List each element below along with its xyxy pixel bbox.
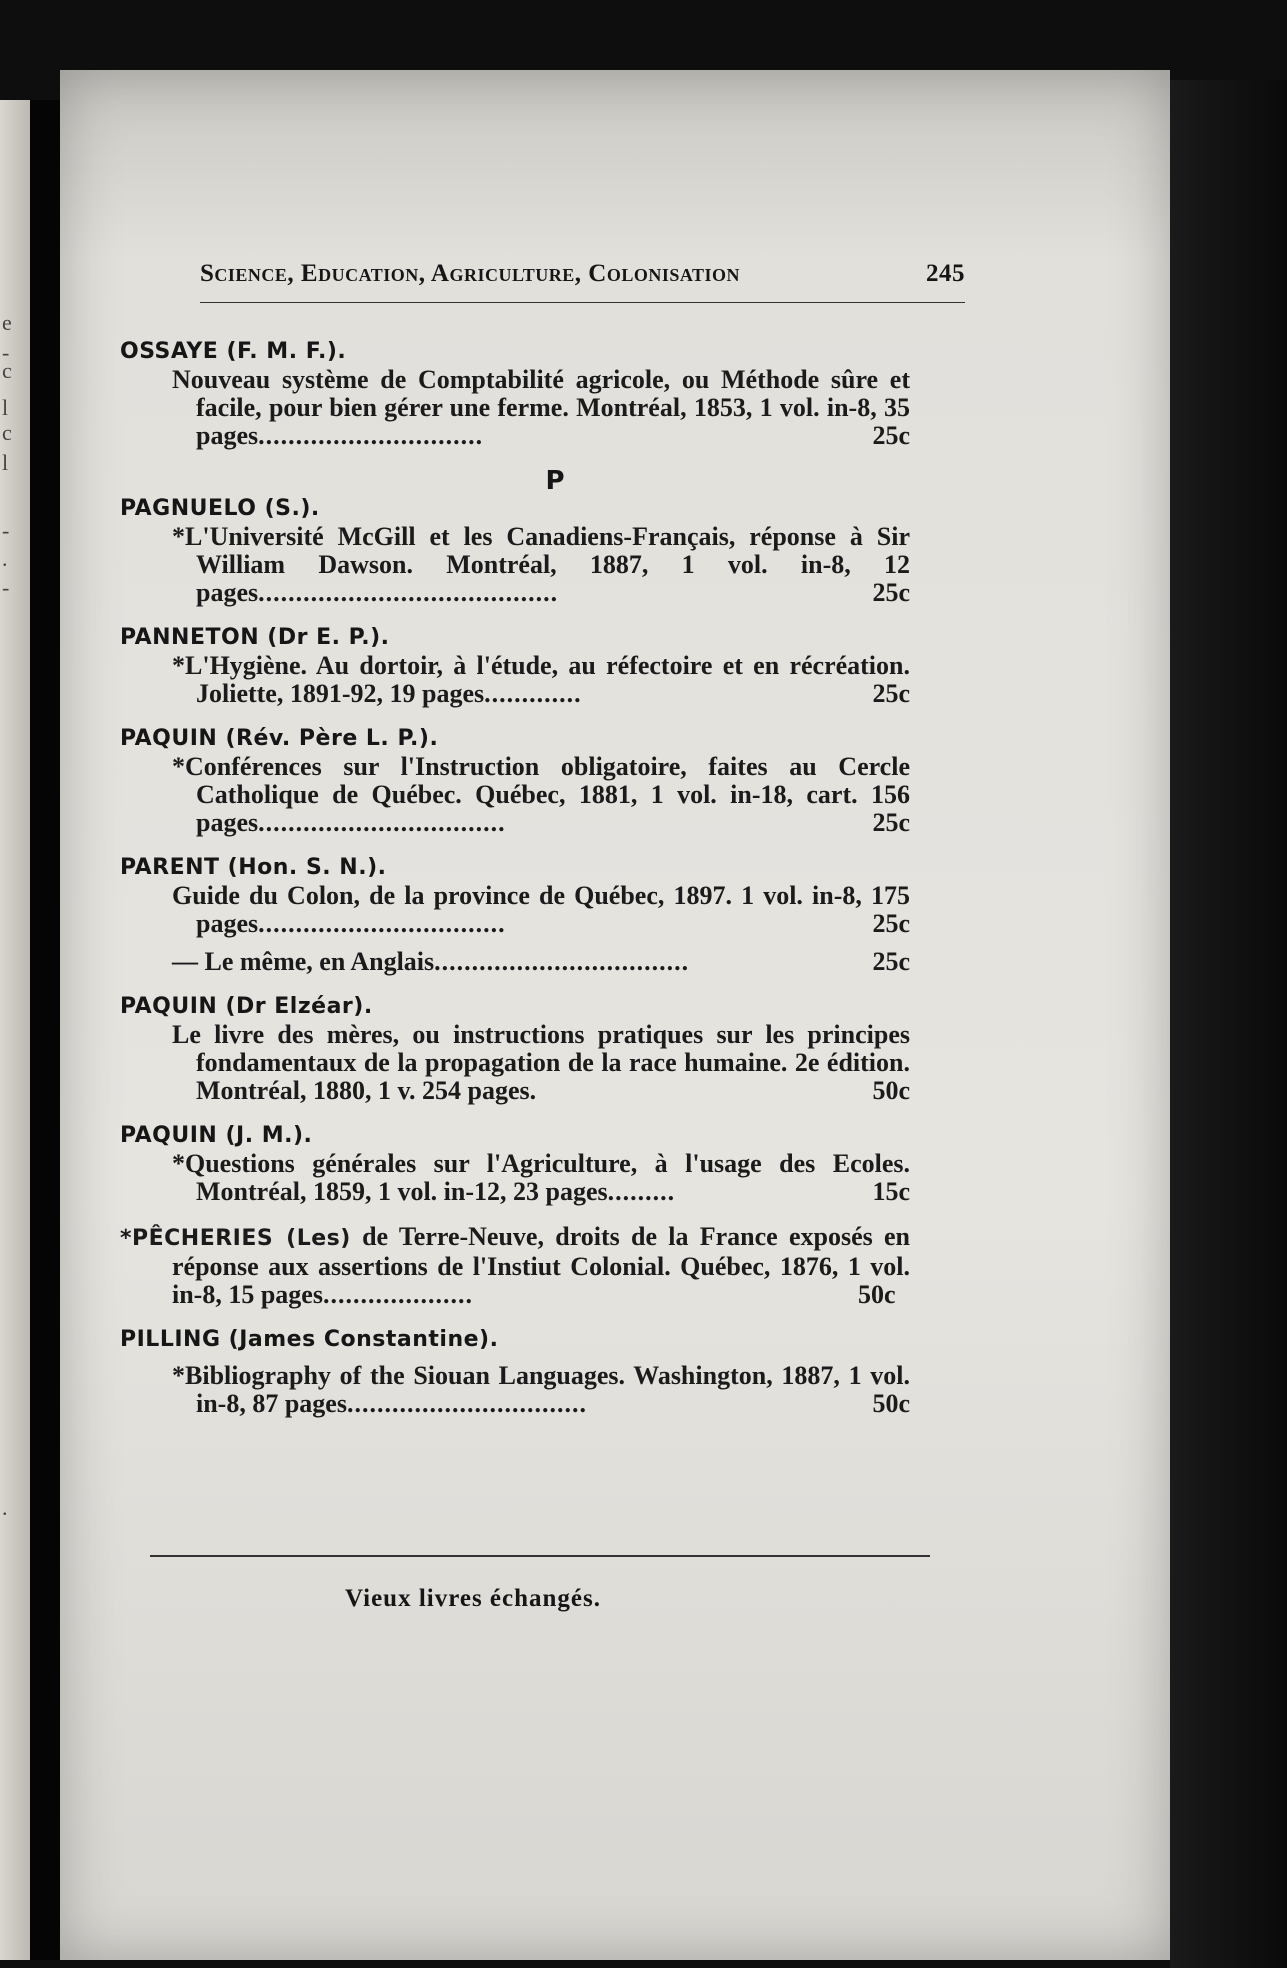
- work-price: 25c: [872, 578, 910, 607]
- page-number: 245: [926, 260, 965, 287]
- entry-author: *PÊCHERIES (Les): [120, 1226, 351, 1251]
- entry-work: *L'Hygiène. Au dortoir, à l'étude, au réfectoire et en récréation. Joliette, 1891-92, 19 pages............. 25c: [172, 651, 910, 708]
- work-price: 25c: [872, 421, 910, 450]
- entry-author: OSSAYE (F. M. F.).: [120, 339, 347, 364]
- work-price: 50c: [872, 1389, 910, 1418]
- entry-pilling: [120, 1326, 910, 1418]
- entry-work: [144, 1021, 910, 1105]
- book-gutter: [30, 100, 60, 1960]
- work-price: 50c: [872, 1076, 910, 1105]
- left-fragment: .: [2, 1495, 8, 1520]
- entry-author: PILLING (James Constantine).: [120, 1327, 499, 1352]
- work-price: 15c: [872, 1177, 910, 1206]
- footer-rule: [150, 1555, 930, 1557]
- work-price: 25c: [872, 947, 910, 976]
- work-text: — Le même, en Anglais: [172, 947, 435, 976]
- work-text: Guide du Colon, de la province de Québec, 1897. 1 vol. in-8, 175 pages: [172, 881, 910, 938]
- work-text: *Questions générales sur l'Agriculture, à l'usage des Ecoles. Montréal, 1859, 1 vol. in-12, 23 pages: [172, 1149, 910, 1206]
- header-rule: [200, 302, 965, 303]
- entry-author: PAGNUELO (S.).: [120, 496, 320, 521]
- work-text: *Conférences sur l'Instruction obligatoire, faites au Cercle Catholique de Québec. Québec, 1881, 1 vol. in-18, cart. 156 pages: [172, 752, 910, 837]
- entry-pecheries: [120, 1223, 910, 1309]
- entry-work: *Questions générales sur l'Agriculture, à l'usage des Ecoles. Montréal, 1859, 1 vol. in-12, 23 pages......... 15c: [172, 1149, 910, 1206]
- work-text: *L'Hygiène. Au dortoir, à l'étude, au réfectoire et en récréation. Joliette, 1891-92, 19 pages: [172, 651, 910, 708]
- entry-author: PANNETON (Dr E. P.).: [120, 625, 390, 650]
- entry-author: PAQUIN (Rév. Père L. P.).: [120, 726, 439, 751]
- entry-author: PARENT (Hon. S. N.).: [120, 855, 387, 880]
- left-fragment: e: [2, 310, 12, 335]
- header-title: Science, Education, Agriculture, Colonisation: [200, 260, 741, 287]
- entry-pagnuelo: [120, 495, 910, 607]
- entry-work: *PÊCHERIES (Les) de Terre-Neuve, droits de la France exposés en réponse aux assertions de l'Instiut Colonial. Québec, 1876, 1 vol. in-8, 15 pages.................... 50c: [120, 1222, 910, 1309]
- work-price: 25c: [872, 808, 910, 837]
- entry-author: PAQUIN (Dr Elzéar).: [120, 994, 373, 1019]
- entry-parent: [120, 854, 910, 976]
- left-fragment: .: [2, 546, 8, 571]
- entry-work: Nouveau système de Comptabilité agricole, ou Méthode sûre et facile, pour bien gérer une ferme. Montréal, 1853, 1 vol. in-8, 35 pages.............................. 25c: [172, 365, 910, 450]
- left-fragment: -: [2, 340, 10, 365]
- entry-work: *Conférences sur l'Instruction obligatoire, faites au Cercle Catholique de Québec. Québec, 1881, 1 vol. in-18, cart. 156 pages................................. 25c: [172, 752, 910, 837]
- background-shadow: [1170, 80, 1287, 1968]
- left-page-edge: [0, 100, 30, 1960]
- left-fragment: -: [2, 518, 10, 543]
- work-text: de Terre-Neuve, droits de la France exposés en réponse aux assertions de l'Instiut Colonial. Québec, 1876, 1 vol. in-8, 15 pages: [172, 1222, 910, 1309]
- footer-note: Vieux livres échangés.: [345, 1585, 602, 1612]
- left-fragment: -: [2, 575, 10, 600]
- left-fragment: l: [2, 450, 9, 475]
- entry-paquin-jm: [120, 1122, 910, 1206]
- section-letter: P: [545, 466, 565, 496]
- work-text: *L'Université McGill et les Canadiens-Français, réponse à Sir William Dawson. Montréal, 1887, 1 vol. in-8, 12 pages: [172, 522, 910, 607]
- left-fragment: c: [2, 420, 12, 445]
- entry-panneton: [120, 624, 910, 708]
- entry-work: *Bibliography of the Siouan Languages. Washington, 1887, 1 vol. in-8, 87 pages................................ 50c: [172, 1361, 910, 1418]
- work-text: *Bibliography of the Siouan Languages. Washington, 1887, 1 vol. in-8, 87 pages: [172, 1361, 910, 1418]
- entry-work: *L'Université McGill et les Canadiens-Français, réponse à Sir William Dawson. Montréal, 1887, 1 vol. in-8, 12 pages........................................ 25c: [172, 522, 910, 607]
- left-fragment: c: [2, 358, 12, 383]
- left-fragment: l: [2, 395, 9, 420]
- entry-list: [120, 338, 910, 1435]
- entry-work: Guide du Colon, de la province de Québec, 1897. 1 vol. in-8, 175 pages................................. 25c: [172, 881, 910, 938]
- entry-paquin-elzear: [120, 993, 910, 1105]
- entry-work: — Le même, en Anglais.................................. 25c: [172, 947, 910, 976]
- entry-author: PAQUIN (J. M.).: [120, 1123, 313, 1148]
- entry-ossaye: [120, 338, 910, 450]
- running-header: [200, 260, 965, 288]
- work-text: Le livre des mères, ou instructions pratiques sur les principes fondamentaux de la propagation de la race humaine. 2e édition. Montréal, 1880, 1 v. 254 pages.: [172, 1020, 910, 1105]
- work-text: Nouveau système de Comptabilité agricole, ou Méthode sûre et facile, pour bien gérer une ferme. Montréal, 1853, 1 vol. in-8, 35 pages: [172, 365, 910, 450]
- entry-paquin-lp: [120, 725, 910, 837]
- work-price: 25c: [872, 679, 910, 708]
- work-price: 25c: [872, 909, 910, 938]
- book-page: [60, 70, 1170, 1960]
